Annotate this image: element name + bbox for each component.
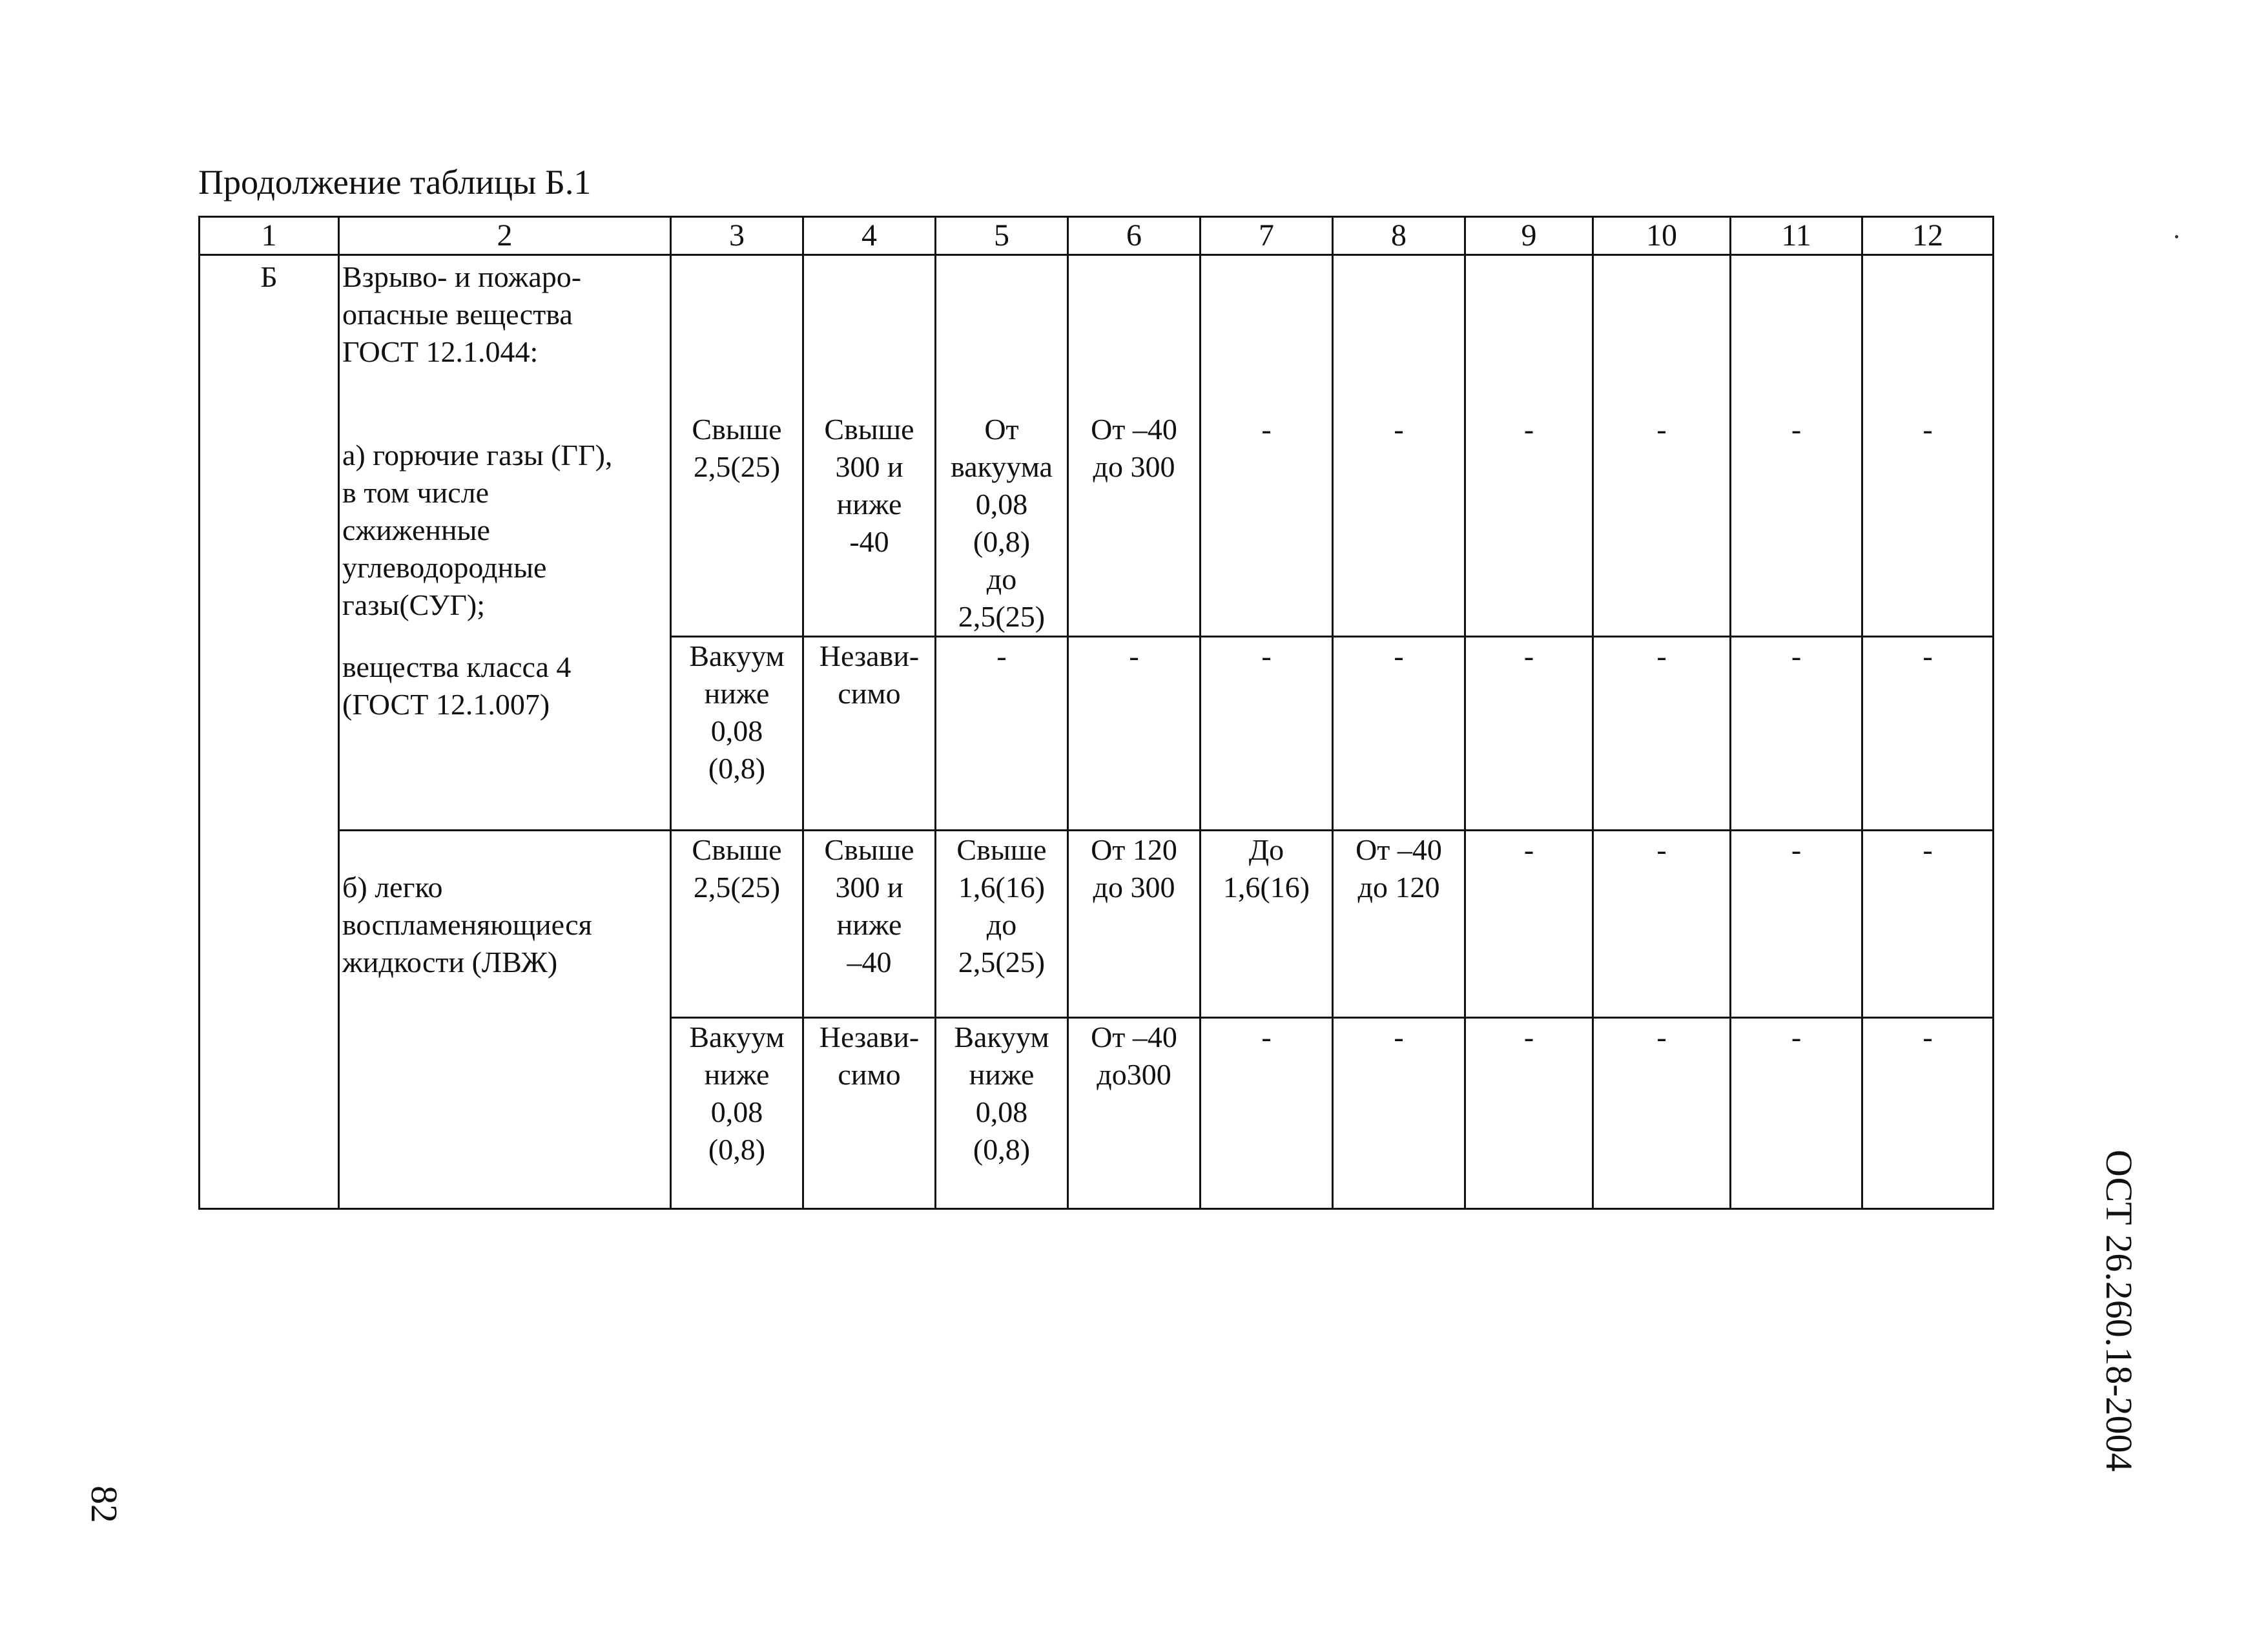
cell-line: - (1261, 1021, 1272, 1053)
value-cell (803, 637, 936, 831)
cell-line: - (1791, 639, 1802, 672)
value-cell (1862, 1018, 1994, 1209)
cell-line: 0,08 (975, 488, 1028, 521)
desc-line: (ГОСТ 12.1.007) (342, 688, 550, 721)
cell-line: Свыше (692, 413, 782, 446)
cell-line: - (1261, 413, 1272, 446)
value-cell (1068, 1018, 1201, 1209)
cell-line: 2,5(25) (693, 450, 781, 483)
cell-line: симо (838, 1058, 901, 1091)
value-cell (1333, 255, 1465, 637)
value-cell (1731, 831, 1862, 1018)
document-code: ОСТ 26.260.18-2004 (2098, 1150, 2140, 1472)
cell-line: 2,5(25) (958, 600, 1046, 633)
cell-line: - (1394, 413, 1404, 446)
cell-line: 0,08 (975, 1095, 1028, 1128)
cell-line: 300 и (835, 871, 903, 904)
cell-line: - (1394, 639, 1404, 672)
cell-line: От –40 (1356, 833, 1442, 866)
cell-line: Вакуум (954, 1021, 1049, 1053)
cell-line: - (1656, 833, 1667, 866)
header-cell: 11 (1731, 217, 1862, 255)
value-cell (671, 637, 803, 831)
cell-line: - (1923, 413, 1933, 446)
desc-line: сжиженные (342, 513, 490, 546)
page-number: 82 (83, 1486, 125, 1523)
cell-line: 1,6(16) (1222, 871, 1310, 904)
cell-line: - (1656, 1021, 1667, 1053)
cell-line: симо (838, 677, 901, 710)
value-cell (1333, 831, 1465, 1018)
description-cell-a (339, 255, 671, 831)
cell-line: ниже (969, 1058, 1035, 1091)
cell-line: ниже (704, 1058, 770, 1091)
value-cell (1862, 255, 1994, 637)
cell-line: - (1923, 1021, 1933, 1053)
cell-line: - (1656, 413, 1667, 446)
cell-line: до 300 (1093, 450, 1175, 483)
group-cell: Б (200, 255, 339, 1209)
cell-line: –40 (847, 946, 892, 979)
cell-line: - (1791, 833, 1802, 866)
value-cell (1593, 1018, 1731, 1209)
value-cell (803, 831, 936, 1018)
header-cell: 9 (1465, 217, 1593, 255)
cell-line: - (1261, 639, 1272, 672)
value-cell (671, 831, 803, 1018)
header-cell: 6 (1068, 217, 1201, 255)
value-cell (1201, 831, 1333, 1018)
value-cell (1068, 255, 1201, 637)
desc-line: ГОСТ 12.1.044: (342, 335, 539, 368)
cell-line: Свыше (824, 833, 914, 866)
value-cell (1068, 637, 1201, 831)
header-cell: 12 (1862, 217, 1994, 255)
cell-line: - (1791, 413, 1802, 446)
header-cell: 10 (1593, 217, 1731, 255)
cell-line: вакуума (951, 450, 1053, 483)
value-cell (1201, 637, 1333, 831)
cell-line: ниже (836, 488, 902, 521)
value-cell (936, 255, 1068, 637)
cell-line: Незави- (819, 1021, 920, 1053)
cell-line: 2,5(25) (693, 871, 781, 904)
scan-dot (2175, 235, 2178, 238)
value-cell (1201, 255, 1333, 637)
cell-line: до 300 (1093, 871, 1175, 904)
value-cell (1731, 1018, 1862, 1209)
value-cell (1465, 255, 1593, 637)
cell-line: 0,08 (710, 1095, 763, 1128)
cell-line: - (996, 639, 1007, 672)
value-cell (1593, 831, 1731, 1018)
cell-line: От –40 (1091, 413, 1177, 446)
value-cell (1731, 255, 1862, 637)
cell-line: От –40 (1091, 1021, 1177, 1053)
value-cell (1465, 637, 1593, 831)
header-row (200, 217, 1994, 255)
cell-line: (0,8) (708, 752, 766, 785)
cell-line: до (986, 908, 1017, 941)
cell-line: - (1923, 833, 1933, 866)
cell-line: ниже (704, 677, 770, 710)
table-caption: Продолжение таблицы Б.1 (198, 163, 592, 202)
data-table (198, 216, 1994, 1210)
cell-line: 300 и (835, 450, 903, 483)
cell-line: От 120 (1091, 833, 1177, 866)
value-cell (1333, 637, 1465, 831)
value-cell (1593, 255, 1731, 637)
cell-line: - (1656, 639, 1667, 672)
desc-line: углеводородные (342, 551, 547, 584)
cell-line: до300 (1097, 1058, 1171, 1091)
cell-line: - (1523, 413, 1534, 446)
desc-line: вещества класса 4 (342, 650, 572, 683)
cell-line: 0,08 (710, 714, 763, 747)
desc-line: а) горючие газы (ГГ), (342, 439, 613, 472)
cell-line: (0,8) (708, 1133, 766, 1166)
cell-line: ниже (836, 908, 902, 941)
value-cell (671, 255, 803, 637)
cell-line: (0,8) (973, 525, 1031, 558)
value-cell (1465, 1018, 1593, 1209)
desc-line: в том числе (342, 476, 489, 509)
header-cell: 7 (1201, 217, 1333, 255)
value-cell (936, 831, 1068, 1018)
header-cell: 8 (1333, 217, 1465, 255)
header-cell: 5 (936, 217, 1068, 255)
value-cell (936, 1018, 1068, 1209)
value-cell (1068, 831, 1201, 1018)
value-cell (1593, 637, 1731, 831)
cell-line: - (1129, 639, 1139, 672)
cell-line: Вакуум (689, 1021, 785, 1053)
desc-line: газы(СУГ); (342, 588, 486, 621)
cell-line: до (986, 563, 1017, 596)
cell-line: До (1248, 833, 1284, 866)
value-cell (1862, 831, 1994, 1018)
cell-line: Вакуум (689, 639, 785, 672)
table-row (200, 255, 1994, 637)
value-cell (803, 1018, 936, 1209)
header-cell: 4 (803, 217, 936, 255)
cell-line: Свыше (824, 413, 914, 446)
value-cell (1465, 831, 1593, 1018)
header-cell: 2 (339, 217, 671, 255)
cell-line: - (1923, 639, 1933, 672)
value-cell (1201, 1018, 1333, 1209)
cell-line: От (984, 413, 1019, 446)
header-cell: 3 (671, 217, 803, 255)
header-cell: 1 (200, 217, 339, 255)
cell-line: - (1523, 1021, 1534, 1053)
cell-line: -40 (849, 525, 889, 558)
cell-line: - (1523, 833, 1534, 866)
cell-line: Свыше (956, 833, 1047, 866)
cell-line: до 120 (1357, 871, 1440, 904)
desc-line: б) легко (342, 871, 443, 904)
value-cell (1731, 637, 1862, 831)
cell-line: 2,5(25) (958, 946, 1046, 979)
value-cell (936, 637, 1068, 831)
value-cell (803, 255, 936, 637)
value-cell (1333, 1018, 1465, 1209)
cell-line: Свыше (692, 833, 782, 866)
desc-line: опасные вещества (342, 298, 573, 331)
cell-line: 1,6(16) (958, 871, 1046, 904)
cell-line: - (1394, 1021, 1404, 1053)
value-cell (671, 1018, 803, 1209)
cell-line: - (1791, 1021, 1802, 1053)
cell-line: (0,8) (973, 1133, 1031, 1166)
desc-line: Взрыво- и пожаро- (342, 260, 582, 293)
desc-line: жидкости (ЛВЖ) (342, 946, 558, 979)
cell-line: Незави- (819, 639, 920, 672)
description-cell-b (339, 831, 671, 1209)
value-cell (1862, 637, 1994, 831)
desc-line: воспламеняющиеся (342, 908, 592, 941)
table-row (200, 831, 1994, 1018)
cell-line: - (1523, 639, 1534, 672)
